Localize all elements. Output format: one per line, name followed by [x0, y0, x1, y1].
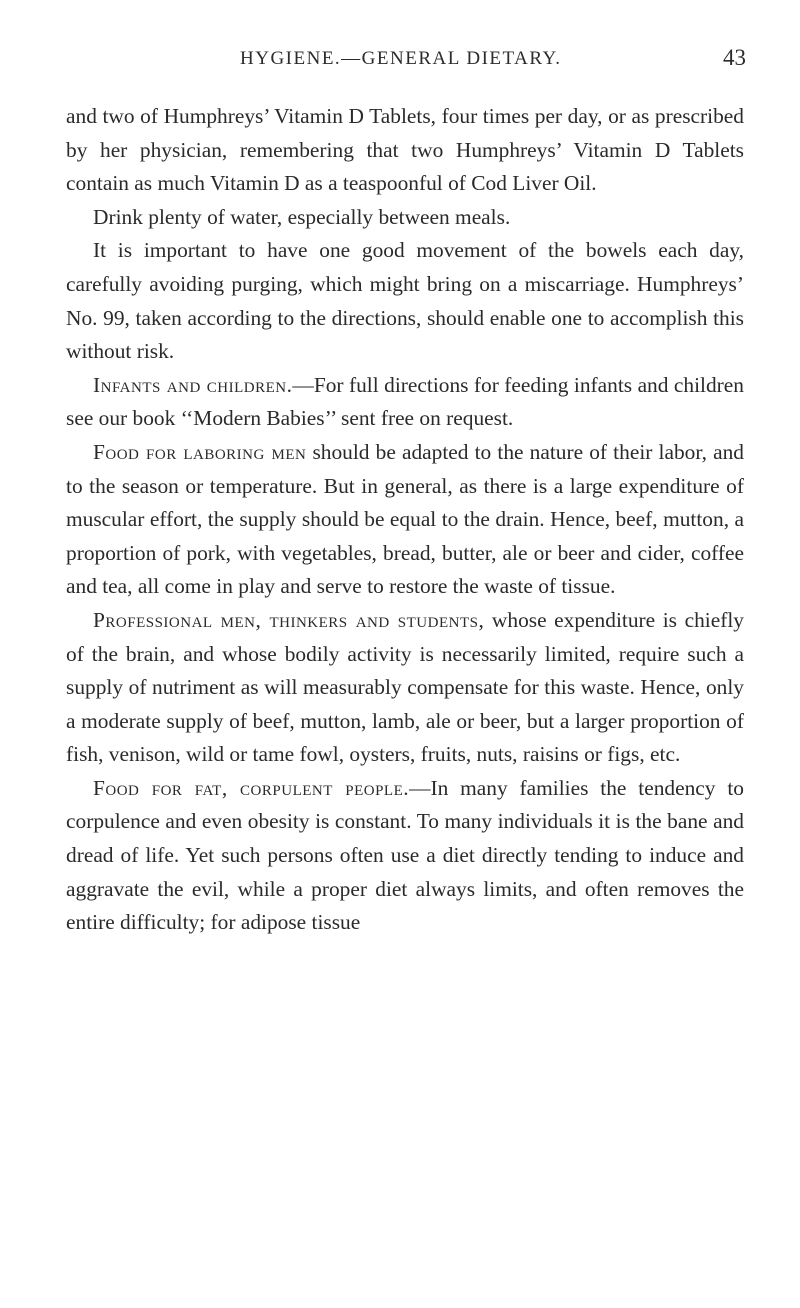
paragraph [66, 369, 744, 436]
paragraph-text: —For full directions for feeding infants and children see our book ‘‘Modern Babies’’ sent free on request. [66, 372, 744, 431]
paragraph [66, 100, 744, 201]
paragraph-lead: Food for laboring men [93, 439, 307, 464]
paragraph [66, 436, 744, 604]
running-head [240, 45, 746, 78]
paragraph-text: Drink plenty of water, especially between meals. [93, 204, 511, 229]
paragraph [66, 604, 744, 772]
paragraph-text: and two of Humphreys’ Vitamin D Tablets, four times per day, or as prescribed by her physician, remembering that two Humphreys’ Vitamin D Tablets contain as much Vitamin D as a teaspoonful of Cod Liver Oil. [66, 104, 744, 196]
running-title: HYGIENE.—GENERAL DIETARY. [240, 48, 562, 69]
paragraph [66, 201, 744, 235]
paragraph-lead: Infants and children. [93, 372, 293, 397]
paragraph-text: should be adapted to the nature of their labor, and to the season or temperature. But in general, as there is a large expenditure of muscular effort, the supply should be equal to the drain. Hence, beef, mutton, a proportion of pork, with vegetables, bread, butter, ale or beer and cider, coffee and tea, all come in play and serve to restore the waste of tissue. [66, 439, 744, 599]
paragraph-lead: Professional men, thinkers and students, [93, 607, 485, 632]
page-number: 43 [723, 45, 746, 70]
paragraph-lead: Food for fat, corpulent people. [93, 775, 410, 800]
paragraph [66, 234, 744, 368]
paragraph-text: —In many families the tendency to corpulence and even obesity is constant. To many individuals it is the bane and dread of life. Yet such persons often use a diet directly tending to induce and aggravate the evil, while a proper diet always limits, and often removes the entire difficulty; for adipose tissue [66, 775, 744, 935]
paragraph-text: whose expenditure is chiefly of the brain, and whose bodily activity is necessarily limited, require such a supply of nutriment as will measurably compensate for this waste. Hence, only a moderate supply of beef, mutton, lamb, ale or beer, but a larger proportion of fish, venison, wild or tame fowl, oysters, fruits, nuts, raisins or figs, etc. [66, 607, 744, 767]
paragraph [66, 772, 744, 940]
body-text [66, 100, 744, 940]
paragraph-text: It is important to have one good movement of the bowels each day, carefully avoiding purging, which might bring on a miscarriage. Humphreys’ No. 99, taken according to the directions, should enable one to accomplish this without risk. [66, 238, 744, 364]
